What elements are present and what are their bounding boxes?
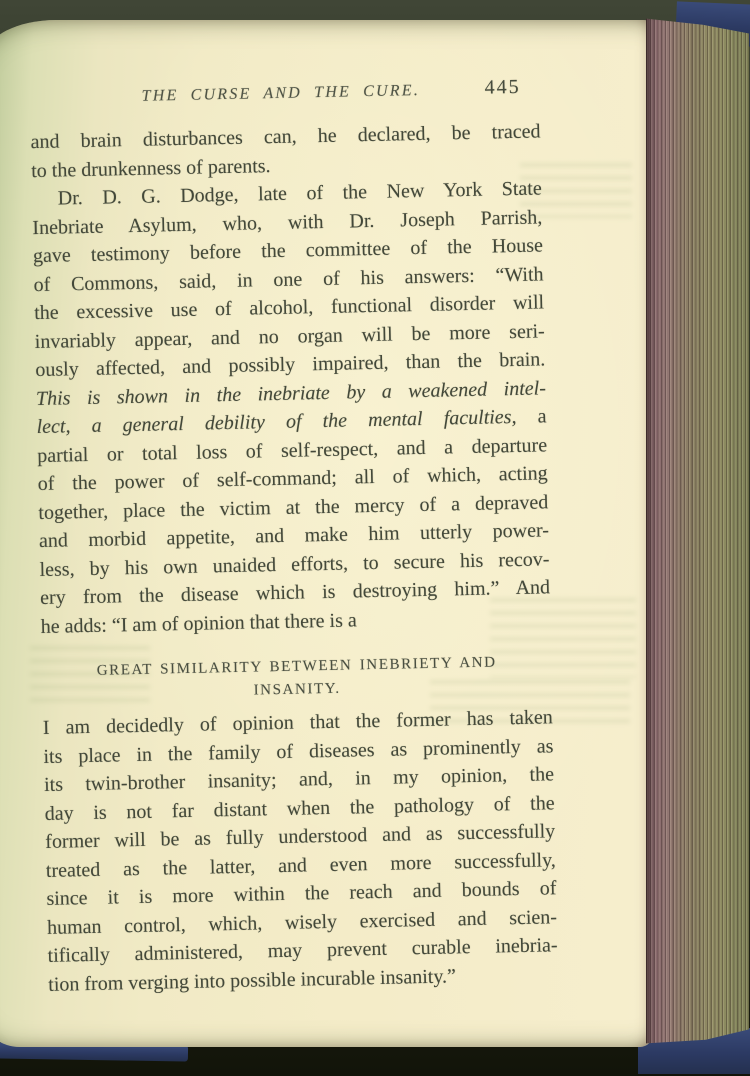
page-content	[30, 75, 559, 998]
text-line: lect, a general debility of the mental faculties, a	[36, 405, 547, 439]
paragraph	[30, 117, 541, 185]
heading-line: GREAT SIMILARITY BETWEEN INEBRIETY AND	[96, 654, 497, 679]
book-fore-edge-pages	[646, 16, 749, 1048]
running-head: THE CURSE AND THE CURE.	[141, 81, 421, 105]
text-line: together, place the victim at the mercy of a depraved	[38, 490, 549, 524]
text-line: Dr. D. G. Dodge, late of the New York State	[57, 177, 542, 210]
text-line: its twin-brother insanity; and, in my opinion, the	[43, 763, 555, 796]
text-line: of Commons, said, in one of his answers: “With	[33, 262, 544, 296]
text-line: of the power of self-command; all of which, acting	[37, 462, 548, 496]
text-line: gave testimony before the committee of the House	[32, 234, 544, 268]
body-text	[30, 117, 558, 998]
text-line: since it is more within the reach and bounds of	[46, 877, 557, 910]
text-line: tifically administered, may prevent curable inebria-	[47, 934, 558, 967]
paragraph	[32, 174, 551, 641]
text-line: ously affected, and possibly impaired, than the brain.	[35, 348, 546, 382]
page-number: 445	[484, 75, 521, 99]
text-line: Inebriate Asylum, who, with Dr. Joseph Parrish,	[32, 205, 543, 239]
text-line: invariably appear, and no organ will be more seri-	[34, 319, 545, 353]
text-line: partial or total loss of self-respect, and a departure	[36, 433, 548, 467]
book-page	[0, 20, 654, 1047]
text-line: human control, which, wisely exercised and scien-	[46, 905, 558, 939]
text-line: former will be as fully understood and as successfully	[45, 820, 556, 853]
text-line: treated as the latter, and even more successfully,	[45, 848, 556, 882]
text-line: its place in the family of diseases as prominently as	[43, 734, 554, 768]
text-line: and brain disturbances can, he declared, be traced	[30, 120, 541, 154]
text-line: to the drunkenness of parents.	[30, 154, 271, 182]
text-line: I am decidedly of opinion that the former has taken	[42, 706, 554, 739]
text-line: the excessive use of alcohol, functional disorder will	[33, 291, 545, 325]
text-line: This is shown in the inebriate by a weakened intel-	[35, 376, 547, 410]
text-line: less, by his own unaided efforts, to secure his recov-	[39, 547, 550, 581]
text-line: ery from the disease which is destroying him.” And	[39, 576, 551, 609]
text-line: and morbid appetite, and make him utterly power-	[38, 519, 550, 553]
paragraph	[43, 703, 559, 999]
text-line: tion from verging into possible incurable insanity.”	[48, 964, 457, 996]
text-line: he adds: “I am of opinion that there is a	[40, 608, 357, 638]
section-heading	[41, 650, 552, 707]
heading-line: INSANITY.	[253, 680, 341, 699]
text-line: day is not far distant when the pathology of the	[44, 791, 555, 825]
